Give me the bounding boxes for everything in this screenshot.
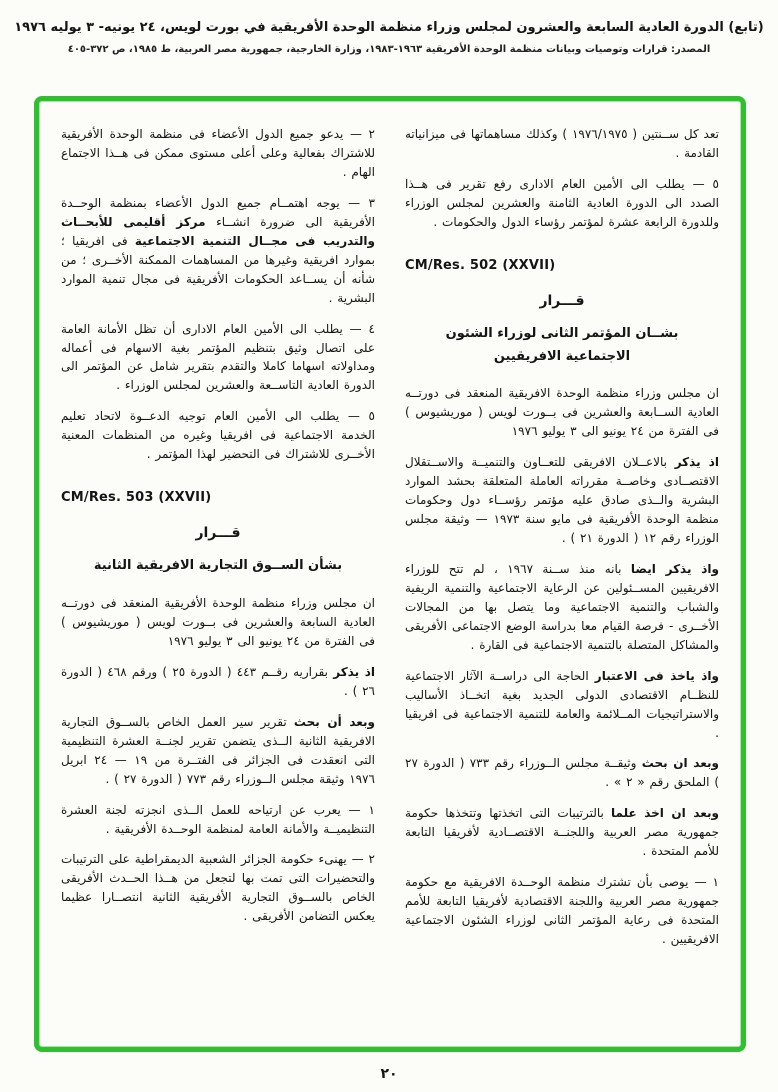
- paragraph-lead: واذ ياخذ فى الاعتبار: [594, 668, 719, 683]
- paragraph-lead: وبعد ان بحث: [641, 756, 719, 771]
- paragraph-lead: وبعد أن بحث: [293, 714, 375, 729]
- header-source-line: المصدر: قرارات وتوصيات وبيانات منظمة الوحدة الأفريقية ١٩٦٣-١٩٨٣، وزارة الخارجية، جمهورية مصر العربية، ط ١٩٨٥، ص ٣٧٢-٤٠٥: [67, 44, 711, 55]
- document-frame: [34, 96, 746, 1052]
- paragraph-recalling: [405, 453, 719, 548]
- paragraph-recalling: [61, 663, 375, 701]
- page-number: ٢٠: [380, 1066, 398, 1082]
- resolution-title-502: بشــان المؤتمر الثانى لوزراء الشئون الاجتماعية الافريقيين: [445, 325, 679, 364]
- resolution-heading: قـــرار: [539, 292, 585, 309]
- paragraph-rest: تقرير سير العمل الخاص بالســوق التجارية الافريقية الثانية الــذى يتضمن تقرير لجنــة العشرة التنظيمية التى انعقدت فى الجزائر فى الفتــرة من ١٩ — ٢٤ ابريل ١٩٧٦ وثيقة مجلس الــوزراء رقم ٧٧٣ ( الدورة ٢٧ ) .: [61, 714, 375, 786]
- paragraph-lead: وبعد ان اخذ علما: [611, 806, 719, 821]
- paragraph-item-3: [61, 194, 375, 308]
- page-header: [0, 20, 778, 55]
- paragraph-item-1: ١ — يوصى بأن تشترك منظمة الوحــدة الافريقية مع حكومة جمهورية مصر العربية واللجنة الاقتصادية لأفريقيا التابعة للأمم المتحدة فى رعاية المؤتمر الثانى لوزراء الشئون الاجتماعية الافريقيين .: [405, 875, 719, 947]
- paragraph-rest: بالاعــلان الافريقى للتعــاون والتنميــة والاســتقلال الاقتصــادى وخاصــة مقرراته العاملة المتعلقة بحشد الموارد البشرية والــذى صادق عليه مؤتمر رؤســاء دول وحكومات منظمة الوحدة الأفريقية فى مايو سنة ١٩٧٣ — وثيقة مجلس الوزراء رقم ١٢ ( الدورة ٢١ ) .: [405, 455, 719, 545]
- paragraph-recalling-also: [405, 560, 719, 655]
- paragraph-item-5: ٥ — يطلب الى الأمين العام الادارى رفع تقرير فى هــذا الصدد الى الدورة العادية الثامنة والعشرين لمجلس الوزراء وللدورة الرابعة عشرة لمؤتمر رؤساء الدول والحكومات .: [405, 176, 719, 229]
- paragraph-item-2b: ٢ — يهنىء حكومة الجزائر الشعبية الديمقراطية على الترتيبات والتحضيرات التى تمت بها لتجعل من هــذا الحــدث الأفريقى الخاص بالســوق التجارية الأفريقية الثانية انتصــارا عظيما يعكس التضامن الأفريقى .: [61, 852, 375, 924]
- paragraph-item-1: ١ — يعرب عن ارتياحه للعمل الــذى انجزته لجنة العشرة التنظيميــة والأمانة العامة لمنظمة الوحــدة الأفريقية .: [61, 802, 375, 836]
- left-column: [61, 125, 375, 1031]
- paragraph-continuation: تعد كل ســنتين ( ١٩٧٦/١٩٧٥ ) وكذلك مساهماتها فى ميزانياته القادمة .: [405, 127, 719, 160]
- paragraph-lead: اذ يذكر: [333, 664, 375, 679]
- paragraph-preamble: ان مجلس وزراء منظمة الوحدة الأفريقية المنعقد فى دورتــه العادية السابعة والعشرين فى بــورت لويس ( موريشيوس ) فى الفترة من ٢٤ يونيو الى ٣ يوليو ١٩٧٦: [61, 596, 375, 648]
- paragraph-having-examined: [61, 713, 375, 789]
- resolution-heading: قـــرار: [195, 525, 241, 542]
- paragraph-rest: بانه منذ ســنة ١٩٦٧ ، لم تتح للوزراء الافريقيين المســئولين عن الرعاية الاجتماعية والتنمية الريفية والشباب والتنمية الاجتماعية وما يتصل بها من المجالات الأخــرى - فرصة القيام معا بدراسة الوضع الاجتماعى الأفريقى والمشاكل المتصلة بالتنمية الاجتماعية فى القارة .: [405, 561, 719, 652]
- paragraph-rest: الحاجة الى دراســة الآثار الاجتماعية للنظــام الاقتصادى الدولى الجديد بغية اتخــاذ الأساليب والاستراتيجيات المــلائمة والعامة للتنمية الاجتماعية فى افريقيا .: [405, 668, 719, 740]
- paragraph-considering: [405, 667, 719, 743]
- paragraph-pre: ٣ — يوجه اهتمــام جميع الدول الأعضاء بمنظمة الوحــدة الأفريقية الى ضرورة انشــاء: [61, 195, 375, 229]
- paragraph-rest: بالترتيبات التى اتخذتها وتتخذها حكومة جمهورية مصر العربية واللجنــة الاقتصــادية لأفريقيا التابعة للأمم المتحدة .: [405, 806, 719, 859]
- paragraph-lead: اذ يذكر: [674, 455, 719, 470]
- header-session-title: (تابع) الدورة العادية السابعة والعشرون لمجلس وزراء منظمة الوحدة الأفريقية في بورت لويس، ٢٤ يونيه- ٣ يوليه ١٩٧٦: [14, 20, 764, 35]
- paragraph-item-2: ٢ — يدعو جميع الدول الأعضاء فى منظمة الوحدة الأفريقية للاشتراك بفعالية وعلى أعلى مستوى ممكن فى هــذا الاجتماع الهام .: [61, 127, 375, 179]
- paragraph-lead: واذ يذكر ايضا: [630, 561, 719, 576]
- paragraph-item-5: ٥ — يطلب الى الأمين العام توجيه الدعــوة لاتحاد تعليم الخدمة الاجتماعية فى افريقيا وغيره من المنظمات المعنية الأخــرى للاشتراك فى التحضير لهذا المؤتمر .: [61, 409, 375, 462]
- resolution-title-503: بشأن الســوق التجارية الافريقية الثانية: [93, 558, 343, 574]
- two-column-body: [39, 101, 741, 1047]
- paragraph-having-noted: [405, 804, 719, 861]
- paragraph-rest: وثيقــة مجلس الــوزراء رقم ٧٣٣ ( الدورة ٢٧ ) الملحق رقم « ٢ » .: [405, 756, 719, 790]
- paragraph-bold-phrase: مركز أقليمى للأبحــاث والتدريب فى مجــال التنمية الاجتماعية: [61, 214, 376, 248]
- paragraph-rest: بقراريه رقــم ٤٤٣ ( الدورة ٢٥ ) ورقم ٤٦٨ ( الدورة ٢٦ ) .: [61, 664, 375, 698]
- right-column: [405, 125, 719, 1031]
- resolution-ref-503: CM/Res. 503 (XXVII): [61, 490, 212, 506]
- resolution-ref-502: CM/Res. 502 (XXVII): [405, 257, 556, 273]
- paragraph-having-examined: [405, 754, 719, 792]
- paragraph-preamble: ان مجلس وزراء منظمة الوحدة الافريقية المنعقد فى دورتــه العادية الســابعة والعشرين فى بــورت لويس ( موريشيوس ) فى الفترة من ٢٤ يونيو الى ٣ يوليو ١٩٧٦: [405, 386, 719, 439]
- paragraph-item-4: ٤ — يطلب الى الأمين العام الادارى أن تظل الأمانة العامة على اتصال وثيق بتنظيم المؤتمر بغية الاسهام فى أعماله ومداولاته اسهاما كاملا والتقدم بتقرير شامل عن المؤتمر الى الدورة العادية التاســعة والعشرين لمجلس الوزراء .: [61, 321, 375, 393]
- paragraph-post: فى افريقيا ؛ بموارد افريقية وغيرها من المساهمات الممكنة الأخــرى ؛ من شأنه أن يســاعد الحكومات الأفريقية فى مجال تنمية الموارد البشرية .: [61, 233, 375, 305]
